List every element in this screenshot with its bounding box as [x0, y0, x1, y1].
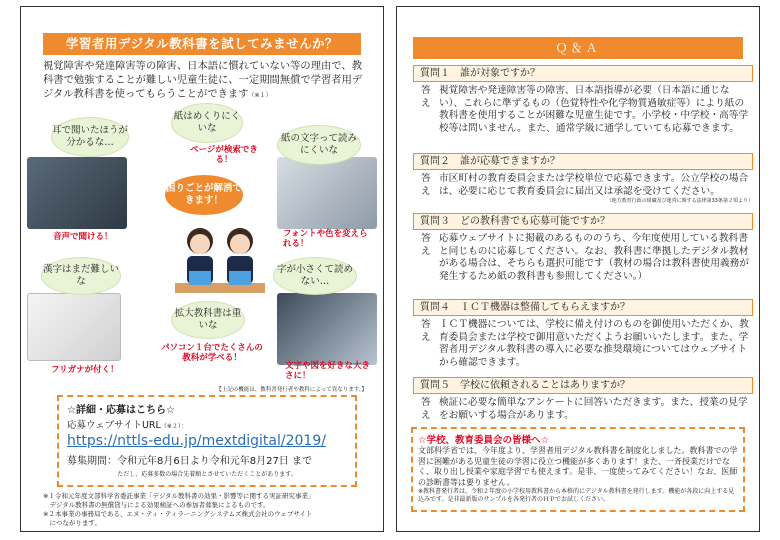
qa-title: Ｑ＆Ａ [413, 37, 743, 59]
center-bubble: 困りごとが解消できます！ [165, 175, 243, 215]
label-pc: パソコン１台でたくさんの教科が学べる！ [161, 343, 263, 363]
label-font: フォントや色を変えられる！ [283, 229, 368, 249]
notice-box [411, 427, 745, 512]
flyer-qa-page [396, 6, 760, 532]
answer-1 [413, 85, 753, 135]
qa-item-3 [413, 213, 753, 283]
notice-title: ☆学校、教育委員会の皆様へ☆ [418, 435, 550, 446]
footnote-2: ※２本事業の事務局である、エヌ・ティ・ティラーニングシステムズ株式会社のウェブサイト [43, 510, 313, 518]
photo-note: 【上記の機能は、教科書発行者や教科によって異なります。】 [216, 387, 367, 393]
photo-furigana-text [27, 293, 121, 361]
answer-label: 答え [421, 397, 431, 421]
photo-headphones-student [27, 157, 127, 229]
answer-5 [413, 397, 753, 422]
answer-label: 答え [421, 319, 431, 343]
answer-text: 応募ウェブサイトに掲載のあるもののうち、今年度使用している教科書と同じものに応募してください。なお、教科書に準拠したデジタル教材がある場合は、そちらも選択可能です（教材の場合は教科書使用義務が発生するため紙の教科書も参照してください。） [439, 233, 749, 282]
qa-item-2 [413, 153, 753, 205]
answer-label: 答え [421, 233, 431, 257]
photo-tablet-screen [277, 157, 377, 229]
question-5: 質問５ 学校に依頼されることはありますか？ [413, 377, 753, 394]
answer-2-note: （地方教育行政の組織及び運営に関する法律第33条第２項より） [606, 198, 753, 204]
flyer-front-page [20, 6, 384, 532]
answer-text: 視覚障害や発達障害等の障害、日本語指導が必要（日本語に通じない）、これらに準ずるもの（色覚特性や化学物質過敏症等）により紙の教科書を使用することが困難な児童生徒です。小学校・中学校・高等学校等は問いません。また、通常学級に通学していても応募できます。 [439, 85, 749, 134]
question-4: 質問４ ＩＣＴ機器は整備してもらえますか？ [413, 299, 753, 316]
intro-note: （※１） [248, 92, 272, 99]
url-note: （※２）： [160, 423, 187, 430]
question-2: 質問２ 誰が応募できますか？ [413, 153, 753, 170]
answer-3 [413, 233, 753, 283]
bubble-text: 紙の文字って読みにくいな [277, 125, 361, 165]
intro-body: 視覚障害や発達障害等の障害、日本語に慣れていない等の理由で、教科書で勉強することが難しい児童生徒に、一定期間無償で学習者用デジタル教科書を使ってもらうことができます [43, 60, 363, 100]
bubble-paper: 紙はめくりにくいな [171, 103, 243, 143]
url-label-line [67, 417, 347, 431]
answer-4 [413, 319, 753, 369]
answer-label: 答え [421, 85, 431, 109]
bubble-ear: 耳で聞いたほうが分かるな… [51, 117, 129, 157]
kids-illustration [175, 211, 265, 321]
bubble-kanji: 漢字はまだ難しいな [41, 257, 121, 295]
notice-small: ※教科書発行者は、令和２年度の小学校用教科書から本格的にデジタル教科書を発行します。機能が各段に向上する見込みです。是非最新版のサンプルを各発行者のＨＰでお試しください。 [418, 488, 735, 503]
label-search: ページが検索できる！ [190, 145, 258, 165]
flyer-banner: 学習者用デジタル教科書を試してみませんか？ [43, 33, 361, 55]
answer-text: 検証に必要な簡単なアンケートに回答いただきます。また、授業の見学をお願いする場合があります。 [439, 397, 748, 421]
footnote-1-cont: デジタル教科書の無償貸与による効果検証への参加者募集によるものです。 [43, 501, 270, 509]
bubble-heavy: 拡大教科書は重いな [171, 301, 245, 339]
info-title: ☆詳細・応募はこちら☆ [67, 405, 175, 416]
qa-item-1 [413, 65, 753, 135]
qa-item-5 [413, 377, 753, 422]
answer-text: 市区町村の教育委員会または学校単位で応募できます。公立学校の場合は、必要に応じて教育委員会に届出又は承認を受けてください。 [439, 173, 749, 197]
footnotes [43, 492, 373, 528]
answer-text: ＩＣＴ機器については、学校に備え付けのものを御使用いただくか、教育委員会または学校で御用意いただくようお願いいたします。また、学習者用デジタル教科書の導入に必要な推奨環境についてはウェブサイトから確認できます。 [439, 319, 749, 368]
label-size: 文字や図を好きな大きさに！ [285, 361, 371, 381]
url-label: 応募ウェブサイトURL [67, 420, 161, 431]
intro-text [43, 59, 368, 103]
application-url-link[interactable]: https://nttls-edu.jp/mextdigital/2019/ [67, 433, 326, 449]
notice-body: 文部科学省では、今年度より、学習者用デジタル教科書を制度化しました。教科書での学習に困難がある児童生徒の学習に役立つ機能が多くあります！また、一斉授業だけでなく、取り出し授業や家庭学習でも使えます。是非、一度使ってみてください！なお、医師の診断書等は要りません。 [418, 446, 738, 487]
bubble-small-text: 字が小さくて読めない… [273, 257, 357, 295]
info-box [57, 395, 357, 487]
question-1: 質問１ 誰が対象ですか？ [413, 65, 753, 82]
footnote-2-cont: につながります。 [43, 519, 101, 527]
application-period: 募集期間：令和元年8月6日より令和元年8月27日 まで [67, 456, 312, 467]
qa-item-4 [413, 299, 753, 369]
question-3: 質問３ どの教科書でも応募可能ですか？ [413, 213, 753, 230]
answer-label: 答え [421, 173, 431, 197]
answer-2 [413, 173, 753, 198]
footnote-1: ※１令和元年度文部科学省委託事業「デジタル教科書の効果・影響等に関する実証研究事業」 [43, 492, 315, 500]
photo-large-screen [277, 293, 377, 365]
label-audio: 音声で聞ける！ [53, 232, 113, 242]
period-note: ただし、応募多数の場合先着順とさせていただくことがあります。 [117, 471, 297, 478]
label-furigana: フリガナが付く！ [51, 365, 119, 375]
